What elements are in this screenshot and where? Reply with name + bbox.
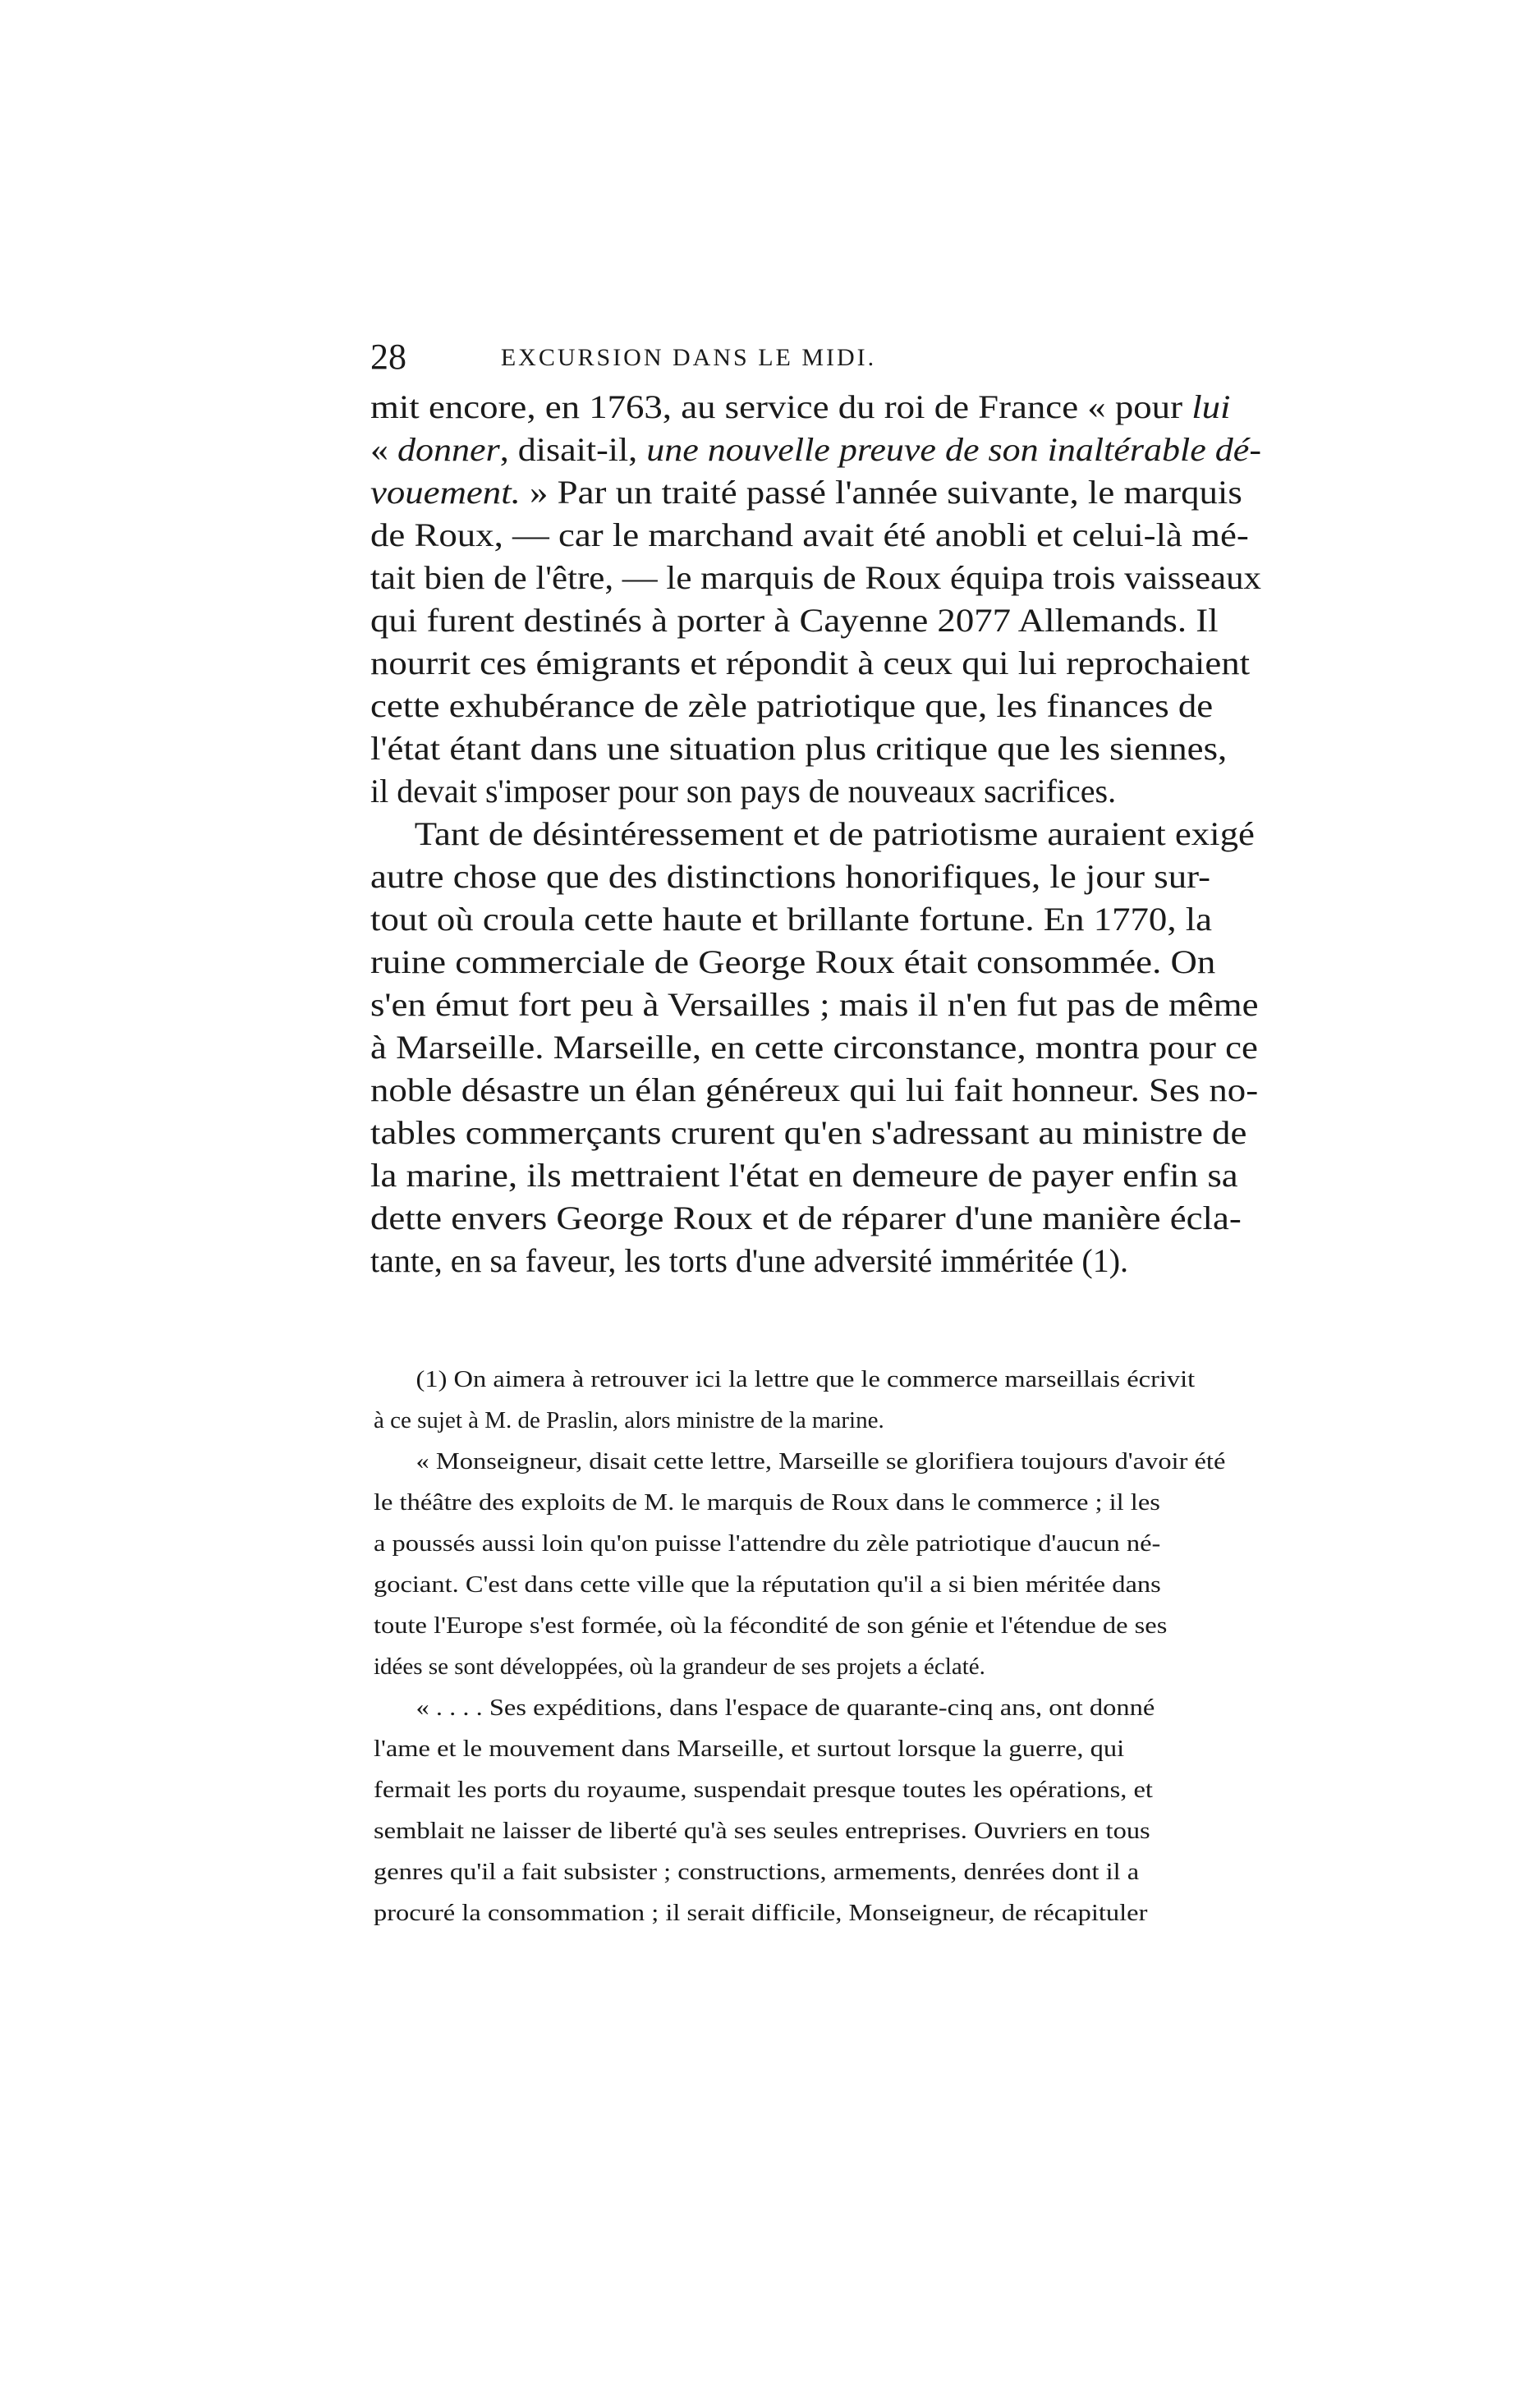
footnote-line: l'ame et le mouvement dans Marseille, et surtout lorsque la guerre, qui	[374, 1736, 1125, 1762]
page-number: 28	[370, 337, 406, 377]
body-line: de Roux, — car le marchand avait été anobli et celui-là mé-	[370, 516, 1249, 553]
footnote-line: « Monseigneur, disait cette lettre, Marseille se glorifiera toujours d'avoir été	[415, 1448, 1226, 1475]
body-line: qui furent destinés à porter à Cayenne 2077 Allemands. Il	[370, 602, 1219, 639]
body-line: autre chose que des distinctions honorifiques, le jour sur-	[370, 858, 1211, 895]
body-line: il devait s'imposer pour son pays de nouveaux sacrifices.	[370, 773, 1117, 810]
running-title: EXCURSION DANS LE MIDI.	[500, 344, 877, 371]
footnote-line: a poussés aussi loin qu'on puisse l'attendre du zèle patriotique d'aucun né-	[374, 1530, 1161, 1557]
body-line: Tant de désintéressement et de patriotisme auraient exigé	[414, 815, 1255, 852]
body-line: cette exhubérance de zèle patriotique que, les finances de	[370, 687, 1214, 724]
body-line: la marine, ils mettraient l'état en demeure de payer enfin sa	[370, 1157, 1238, 1194]
footnote-line: procuré la consommation ; il serait difficile, Monseigneur, de récapituler	[374, 1900, 1148, 1926]
body-line: nourrit ces émigrants et répondit à ceux qui lui reprochaient	[370, 644, 1251, 681]
body-line: à Marseille. Marseille, en cette circonstance, montra pour ce	[370, 1029, 1258, 1066]
body-line: l'état étant dans une situation plus critique que les siennes,	[370, 730, 1228, 767]
page-header	[370, 333, 1007, 382]
footnote-line: (1) On aimera à retrouver ici la lettre que le commerce marseillais écrivit	[415, 1366, 1196, 1392]
body-line: ruine commerciale de George Roux était consommée. On	[370, 943, 1216, 980]
footnote-line: genres qu'il a fait subsister ; constructions, armements, denrées dont il a	[374, 1859, 1140, 1885]
footnote-line: gociant. C'est dans cette ville que la réputation qu'il a si bien méritée dans	[374, 1571, 1161, 1598]
footnote-line: fermait les ports du royaume, suspendait presque toutes les opérations, et	[374, 1777, 1153, 1803]
body-line: dette envers George Roux et de réparer d'une manière écla-	[370, 1199, 1242, 1236]
footnote-line: toute l'Europe s'est formée, où la fécondité de son génie et l'étendue de ses	[374, 1612, 1168, 1639]
body-line: tait bien de l'être, — le marquis de Roux équipa trois vaisseaux	[370, 559, 1261, 596]
body-line: tables commerçants crurent qu'en s'adressant au ministre de	[370, 1114, 1247, 1151]
footnote-line: semblait ne laisser de liberté qu'à ses seules entreprises. Ouvriers en tous	[374, 1818, 1150, 1844]
footnote-line: idées se sont développées, où la grandeur de ses projets a éclaté.	[374, 1653, 985, 1680]
body-line: tout où croula cette haute et brillante fortune. En 1770, la	[370, 901, 1213, 938]
body-line: s'en émut fort peu à Versailles ; mais il n'en fut pas de même	[370, 986, 1259, 1023]
footnote-line: « . . . . Ses expéditions, dans l'espace de quarante-cinq ans, ont donné	[415, 1695, 1155, 1721]
body-line: mit encore, en 1763, au service du roi de France « pour lui	[370, 388, 1231, 425]
body-line: « donner, disait-il, une nouvelle preuve de son inaltérable dé-	[370, 431, 1261, 468]
body-line: vouement. » Par un traité passé l'année suivante, le marquis	[370, 474, 1242, 511]
body-line: noble désastre un élan généreux qui lui fait honneur. Ses no-	[370, 1071, 1259, 1108]
footnote-line: le théâtre des exploits de M. le marquis de Roux dans le commerce ; il les	[374, 1489, 1160, 1516]
body-line: tante, en sa faveur, les torts d'une adversité imméritée (1).	[370, 1242, 1129, 1279]
footnote-line: à ce sujet à M. de Praslin, alors ministre de la marine.	[374, 1407, 884, 1433]
